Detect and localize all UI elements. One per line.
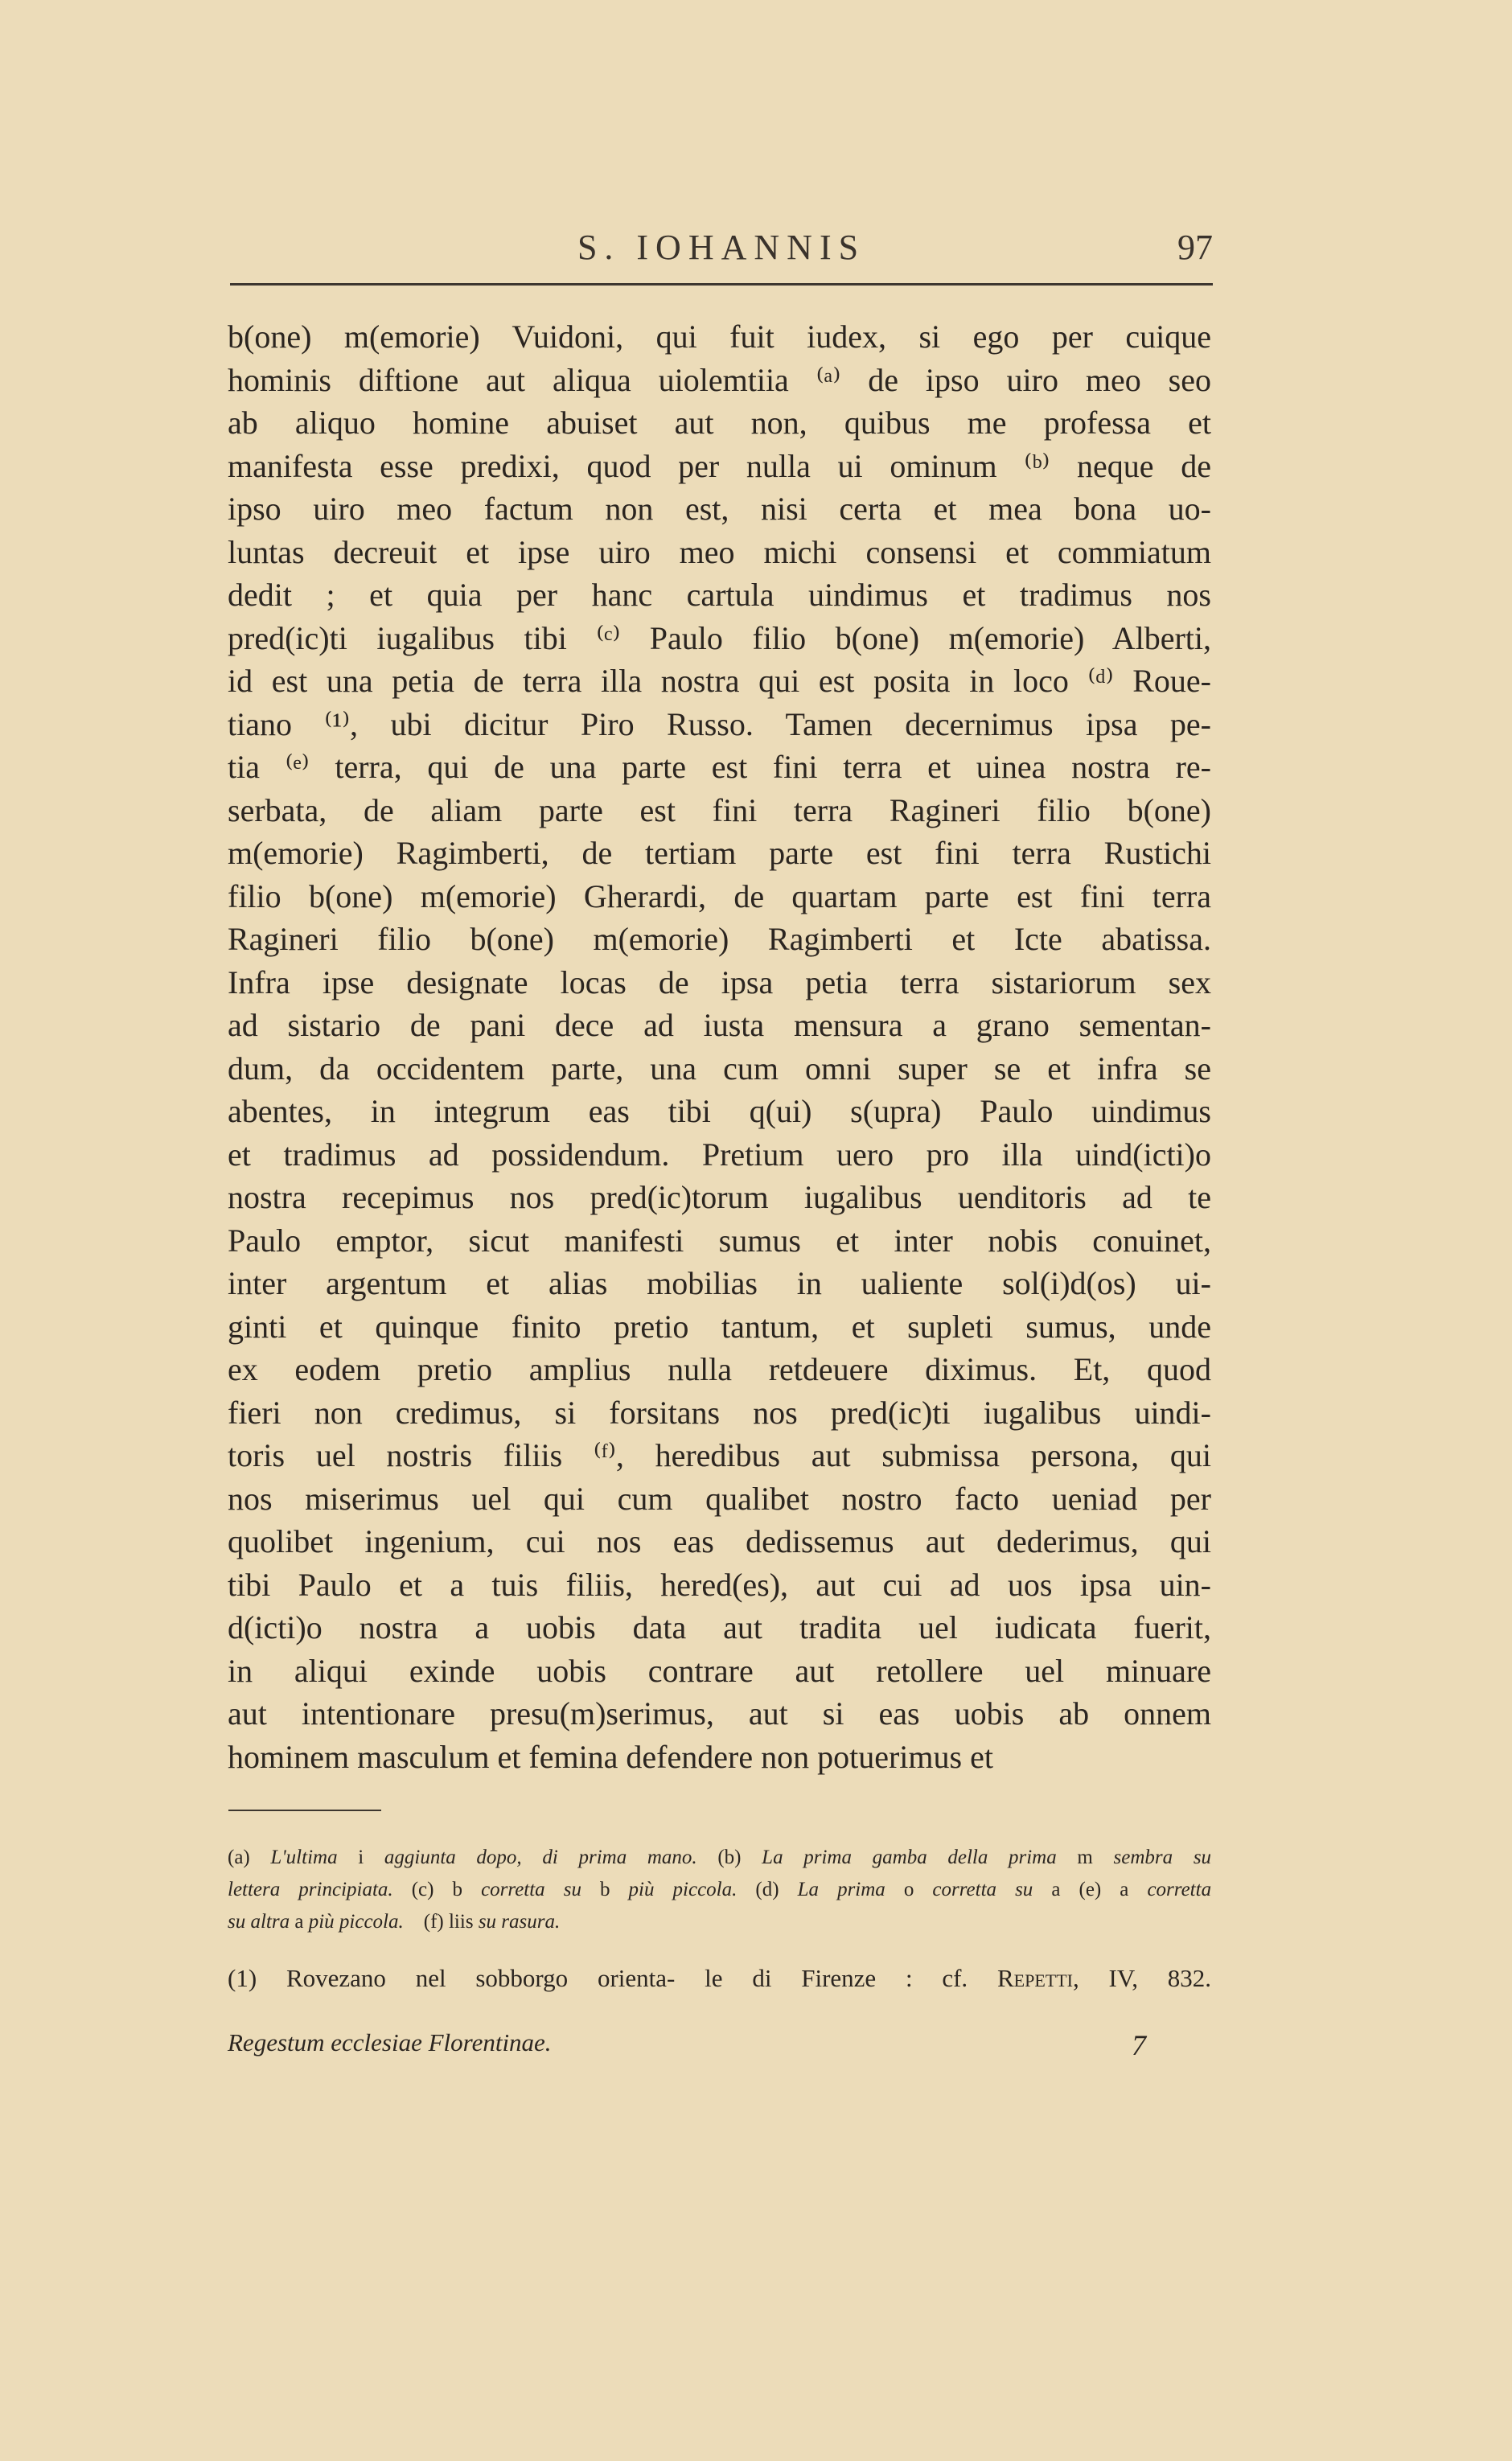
note-letter: b	[452, 1879, 463, 1900]
note-text: più piccola.	[628, 1879, 738, 1900]
note-text: corretta su	[481, 1879, 581, 1900]
text-line: m(emorie) Ragimberti, de tertiam parte est fini terra Rustichi	[228, 835, 1211, 871]
textual-notes	[228, 1842, 1211, 1938]
text-line: id est una petia de terra illa nostra qui est posita in loco ⁽ᵈ⁾ Roue-	[228, 663, 1211, 699]
note-letter: a	[1051, 1879, 1061, 1900]
text-line: aut intentionare presu(m)serimus, aut si eas uobis ab onnem	[228, 1695, 1211, 1732]
signature-mark: 7	[1132, 2029, 1146, 2061]
header-rule	[230, 283, 1213, 286]
text-line: abentes, in integrum eas tibi q(ui) s(upra) Paulo uindimus	[228, 1093, 1211, 1129]
footnote-rule	[228, 1810, 381, 1811]
text-line: d(icti)o nostra a uobis data aut tradita uel iudicata fuerit,	[228, 1609, 1211, 1645]
commentary-text: le di Firenze : cf.	[705, 1964, 968, 1992]
note-letter: liis	[448, 1911, 474, 1933]
note-text: su rasura.	[478, 1911, 561, 1933]
text-line: filio b(one) m(emorie) Gherardi, de quartam parte est fini terra	[228, 877, 1211, 914]
page-header	[230, 227, 1213, 283]
text-line: b(one) m(emorie) Vuidoni, qui fuit iudex, si ego per cuique	[228, 318, 1211, 355]
text-line: ginti et quinque finito pretio tantum, et supleti sumus, unde	[228, 1308, 1211, 1345]
text-line: Ragineri filio b(one) m(emorie) Ragimberti et Icte abatissa.	[228, 921, 1211, 957]
text-line: manifesta esse predixi, quod per nulla ui ominum ⁽ᵇ⁾ neque de	[228, 447, 1211, 484]
running-title: S. IOHANNIS	[577, 228, 866, 267]
note-text: La prima gamba della prima	[762, 1847, 1057, 1868]
text-line: et tradimus ad possidendum. Pretium uero pro illa uind(icti)o	[228, 1136, 1211, 1173]
note-text: La prima	[797, 1879, 885, 1900]
text-line: Paulo emptor, sicut manifesti sumus et inter nobis conuinet,	[228, 1222, 1211, 1259]
text-line: dum, da occidentem parte, una cum omni super se et infra se	[228, 1050, 1211, 1087]
commentary-ref: , IV, 832.	[1072, 1964, 1212, 1992]
note-text: aggiunta dopo, di prima mano.	[384, 1847, 697, 1868]
text-line: toris uel nostris filiis ⁽ᶠ⁾, heredibus aut submissa persona, qui	[228, 1437, 1211, 1473]
note-line	[228, 1906, 1211, 1938]
note-letter: a	[294, 1911, 304, 1933]
commentary-note	[228, 1959, 1211, 1998]
text-line: luntas decreuit et ipse uiro meo michi consensi et commiatum	[228, 533, 1211, 570]
text-line: serbata, de aliam parte est fini terra Ragineri filio b(one)	[228, 791, 1211, 828]
note-mark: (d)	[755, 1879, 779, 1900]
note-letter: b	[600, 1879, 610, 1900]
note-mark: (a)	[228, 1847, 250, 1868]
text-line: tiano ⁽¹⁾, ubi dicitur Piro Russo. Tamen decernimus ipsa pe-	[228, 705, 1211, 742]
text-line: quolibet ingenium, cui nos eas dedissemus aut dederimus, qui	[228, 1523, 1211, 1559]
text-line: ex eodem pretio amplius nulla retdeuere diximus. Et, quod	[228, 1351, 1211, 1387]
text-line: tibi Paulo et a tuis filiis, hered(es), aut cui ad uos ipsa uin-	[228, 1566, 1211, 1603]
text-line: ab aliquo homine abuiset aut non, quibus me professa et	[228, 405, 1211, 441]
note-line	[228, 1874, 1211, 1906]
note-text: lettera principiata.	[228, 1879, 393, 1900]
text-line: hominis diftione aut aliqua uiolemtiia ⁽ᵃ⁾ de ipso uiro meo seo	[228, 361, 1211, 398]
commentary-mark: (1)	[228, 1964, 257, 1992]
note-line	[228, 1842, 1211, 1874]
text-line: in aliqui exinde uobis contrare aut retollere uel minuare	[228, 1652, 1211, 1689]
page-number: 97	[1177, 228, 1213, 267]
text-line: pred(ic)ti iugalibus tibi ⁽ᶜ⁾ Paulo filio b(one) m(emorie) Alberti,	[228, 619, 1211, 656]
note-text: più piccola.	[308, 1911, 404, 1933]
page-footer	[228, 2028, 1211, 2077]
text-line: Infra ipse designate locas de ipsa petia terra sistariorum sex	[228, 963, 1211, 1000]
note-text: L'ultima	[270, 1847, 338, 1868]
note-mark: (b)	[717, 1847, 742, 1868]
text-line: dedit ; et quia per hanc cartula uindimus et tradimus nos	[228, 577, 1211, 613]
commentary-author: Repetti	[996, 1964, 1073, 1992]
note-mark: (f)	[423, 1911, 444, 1933]
note-letter: o	[903, 1879, 914, 1900]
text-line: nos miserimus uel qui cum qualibet nostro facto ueniad per	[228, 1480, 1211, 1517]
note-text: corretta su	[932, 1879, 1033, 1900]
text-line: ad sistario de pani dece ad iusta mensura a grano sementan-	[228, 1007, 1211, 1043]
note-letter: i	[358, 1847, 364, 1868]
note-mark: (c)	[411, 1879, 434, 1900]
note-letter: m	[1077, 1847, 1093, 1868]
commentary-text: Rovezano nel sobborgo orienta-	[286, 1964, 676, 1992]
note-text: su altra	[228, 1911, 290, 1933]
text-line: ipso uiro meo factum non est, nisi certa et mea bona uo-	[228, 491, 1211, 527]
note-mark: (e)	[1079, 1879, 1102, 1900]
text-line: inter argentum et alias mobilias in ualiente sol(i)d(os) ui-	[228, 1265, 1211, 1301]
note-letter: a	[1120, 1879, 1129, 1900]
footer-title: Regestum ecclesiae Florentinae.	[228, 2028, 552, 2056]
text-line: fieri non credimus, si forsitans nos pred(ic)ti iugalibus uindi-	[228, 1394, 1211, 1431]
text-line: nostra recepimus nos pred(ic)torum iugalibus uenditoris ad te	[228, 1179, 1211, 1215]
document-body	[228, 315, 1211, 1778]
note-text: corretta	[1147, 1879, 1212, 1900]
note-text: sembra su	[1113, 1847, 1212, 1868]
text-line: hominem masculum et femina defendere non potuerimus et	[228, 1738, 993, 1775]
text-line: tia ⁽ᵉ⁾ terra, qui de una parte est fini terra et uinea nostra re-	[228, 749, 1211, 785]
